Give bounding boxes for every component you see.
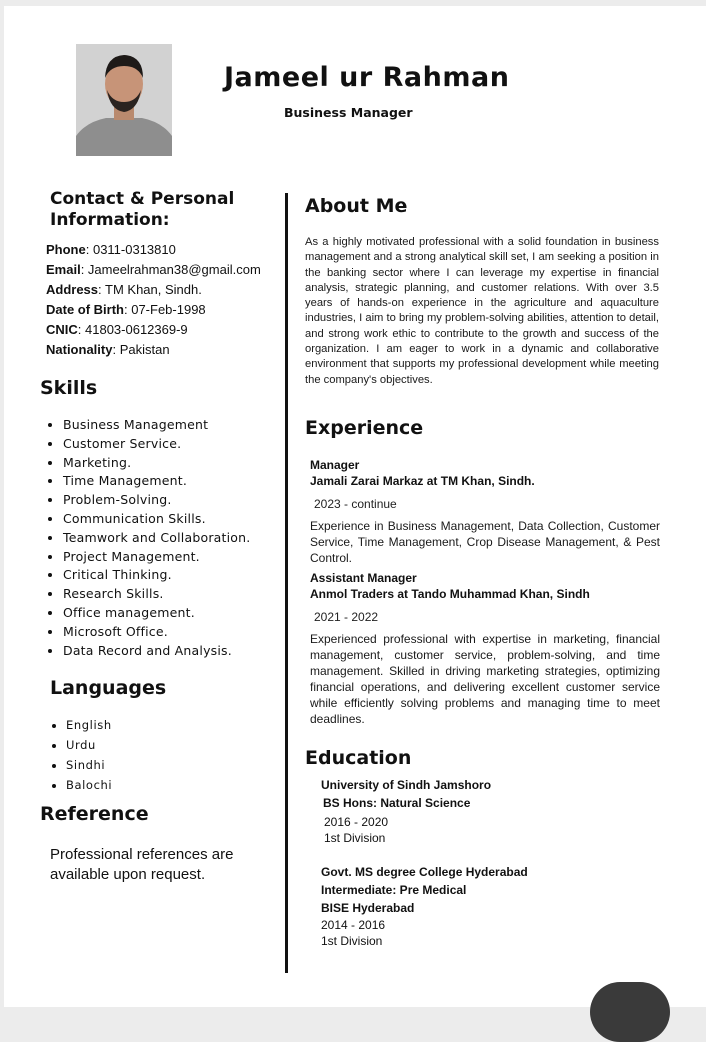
list-item: • Balochi [66, 775, 266, 795]
job-dates: 2023 - continue [314, 497, 397, 511]
list-item: • Time Management. [63, 472, 293, 491]
languages-list [48, 715, 266, 795]
candidate-role: Business Manager [284, 105, 413, 120]
about-text: As a highly motivated professional with a solid foundation in business management and a strong analytical skill set, I am seeking a position in the banking sector where I can leverage my expertise in financial analysis, strategic planning, and customer relations. With over 3.5 years of hands-on experience in the agriculture and aquaculture industries, I aim to bring my problem-solving abilities, attention to detail, and strong work ethic to contribute to the growth and success of the organization. I am eager to work in a dynamic and collaborative environment that supports my professional development while meeting the company's objectives. [305, 236, 659, 386]
experience-item [310, 457, 660, 566]
list-item: • Data Record and Analysis. [63, 642, 293, 661]
experience-item [310, 570, 660, 727]
list-item: • Teamwork and Collaboration. [63, 529, 293, 548]
contact-dob: Date of Birth: 07-Feb-1998 [46, 302, 206, 317]
list-item: • Marketing. [63, 454, 293, 473]
edu-dates: 2014 - 2016 [321, 918, 386, 932]
about-heading: About Me [305, 195, 408, 217]
job-description: Experienced professional with expertise in marketing, financial management, customer service, problem-solving, and time management. Skilled in driving marketing strategies, optimizing financial operations, and delivering excellent customer service while efficiently solving problems and managing time to meet deadlines. [310, 632, 660, 726]
job-dates: 2021 - 2022 [314, 610, 379, 624]
list-item: • Urdu [66, 735, 266, 755]
contact-address: Address: TM Khan, Sindh. [46, 282, 202, 297]
list-item: • Communication Skills. [63, 510, 293, 529]
education-heading: Education [305, 747, 412, 769]
education-item [321, 863, 651, 949]
contact-list [46, 240, 282, 360]
education-item [321, 776, 651, 846]
edu-result: 1st Division [321, 934, 383, 948]
job-position: Manager [310, 458, 360, 472]
skills-list [44, 416, 293, 660]
list-item: • Office management. [63, 604, 293, 623]
job-company: Jamali Zarai Markaz at TM Khan, Sindh. [310, 474, 535, 488]
contact-email: Email: Jameelrahman38@gmail.com [46, 262, 261, 277]
floating-action-button[interactable] [590, 982, 670, 1042]
edu-dates: 2016 - 2020 [324, 815, 389, 829]
list-item: • Business Management [63, 416, 293, 435]
resume-page [4, 6, 706, 1007]
job-company: Anmol Traders at Tando Muhammad Khan, Sindh [310, 587, 590, 601]
edu-result: 1st Division [324, 831, 386, 845]
edu-institution: University of Sindh Jamshoro [321, 778, 492, 792]
list-item: • Research Skills. [63, 585, 293, 604]
edu-degree: Intermediate: Pre Medical [321, 883, 467, 897]
list-item: • Customer Service. [63, 435, 293, 454]
list-item: • Problem-Solving. [63, 491, 293, 510]
contact-cnic: CNIC: 41803-0612369-9 [46, 322, 188, 337]
experience-heading: Experience [305, 417, 424, 439]
list-item: • Project Management. [63, 548, 293, 567]
list-item: • Sindhi [66, 755, 266, 775]
candidate-name: Jameel ur Rahman [224, 62, 510, 93]
edu-degree: BS Hons: Natural Science [323, 796, 471, 810]
list-item: • Critical Thinking. [63, 566, 293, 585]
profile-photo [76, 44, 172, 156]
contact-nationality: Nationality: Pakistan [46, 342, 170, 357]
job-position: Assistant Manager [310, 571, 417, 585]
reference-text: Professional references are available upon request. [50, 846, 234, 883]
contact-phone: Phone: 0311-0313810 [46, 242, 176, 257]
skills-heading: Skills [40, 377, 98, 399]
edu-institution: Govt. MS degree College Hyderabad [321, 865, 528, 879]
person-photo-icon [76, 44, 172, 156]
reference-heading: Reference [40, 803, 149, 825]
contact-heading: Contact & Personal Information: [50, 189, 235, 230]
languages-heading: Languages [50, 677, 167, 699]
edu-board: BISE Hyderabad [321, 901, 415, 915]
list-item: • Microsoft Office. [63, 623, 293, 642]
list-item: • English [66, 715, 266, 735]
job-description: Experience in Business Management, Data Collection, Customer Service, Time Management, Crop Disease Management, & Pest Control. [310, 519, 660, 565]
